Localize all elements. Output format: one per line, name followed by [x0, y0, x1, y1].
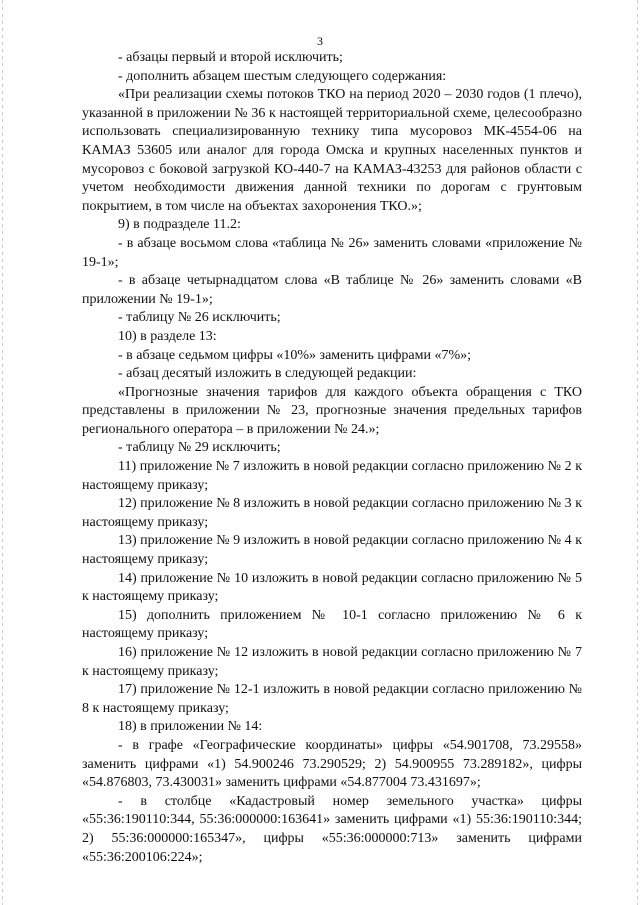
paragraph: - абзац десятый изложить в следующей редакции:	[118, 366, 417, 382]
paragraph: 14) приложение № 10 изложить в новой редакции согласно приложению № 5 к настоящему приказу;	[82, 570, 582, 605]
paragraph: «При реализации схемы потоков ТКО на период 2020 – 2030 годов (1 плечо), указанной в приложении № 36 к настоящей территориальной схеме, целесообразно использовать специализированную технику типа мусоровоз МК-4554-06 на КАМАЗ 53605 или аналог для города Омска и крупных населенных пунктов и мусоровоз с боковой загрузкой КО-440-7 на КАМАЗ-43253 для районов области с учетом необходимости движения данной техники по дорогам с грунтовым покрытием, в том числе на объектах захоронения ТКО.»;	[82, 87, 582, 214]
paragraph: 17) приложение № 12-1 изложить в новой редакции согласно приложению № 8 к настоящему приказу;	[82, 682, 582, 716]
paragraph: 13) приложение № 9 изложить в новой редакции согласно приложению № 4 к настоящему приказу;	[82, 533, 582, 568]
page-number: 3	[317, 34, 323, 48]
paragraph: - абзацы первый и второй исключить;	[118, 50, 343, 65]
paragraph: 10) в разделе 13:	[118, 328, 217, 344]
paragraph: - таблицу № 29 исключить;	[118, 440, 281, 456]
paragraph: - в столбце «Кадастровый номер земельного участка» цифры «55:36:190110:344, 55:36:000000:163641» заменить цифрами «1) 55:36:190110:344; 2) 55:36:000000:165347», цифры «55:36:000000:713» заменить цифрами «55:36:200106:224»;	[82, 793, 582, 865]
paragraph: - в абзаце седьмом цифры «10%» заменить цифрами «7%»;	[118, 347, 472, 363]
paragraph: 18) в приложении № 14:	[118, 719, 263, 735]
paragraph: - таблицу № 26 исключить;	[118, 310, 281, 326]
scan-right-edge	[637, 0, 638, 905]
document-body	[82, 49, 582, 867]
paragraph: 12) приложение № 8 изложить в новой редакции согласно приложению № 3 к настоящему приказу;	[82, 496, 582, 530]
paragraph: - в графе «Географические координаты» цифры «54.901708, 73.29558» заменить цифрами «1) 54.900246 73.290529; 2) 54.900955 73.289182», цифры «54.876803, 73.430031» заменить цифрами «54.877004 73.431697»;	[82, 737, 582, 791]
paragraph: - в абзаце четырнадцатом слова «В таблице № 26» заменить словами «В приложении № 19-1»;	[82, 273, 582, 307]
paragraph: - в абзаце восьмом слова «таблица № 26» заменить словами «приложение № 19-1»;	[82, 235, 582, 270]
paragraph: - дополнить абзацем шестым следующего содержания:	[118, 68, 447, 84]
paragraph: 11) приложение № 7 изложить в новой редакции согласно приложению № 2 к настоящему приказу;	[82, 459, 582, 493]
scan-left-edge	[2, 0, 3, 905]
paragraph: 9) в подразделе 11.2:	[118, 217, 241, 233]
paragraph: 15) дополнить приложением № 10-1 согласно приложению № 6 к настоящему приказу;	[82, 607, 582, 642]
paragraph: «Прогнозные значения тарифов для каждого объекта обращения с ТКО представлены в приложении № 23, прогнозные значения предельных тарифов регионального оператора – в приложении № 24.»;	[82, 384, 582, 437]
paragraph: 16) приложение № 12 изложить в новой редакции согласно приложению № 7 к настоящему приказу;	[82, 645, 582, 679]
